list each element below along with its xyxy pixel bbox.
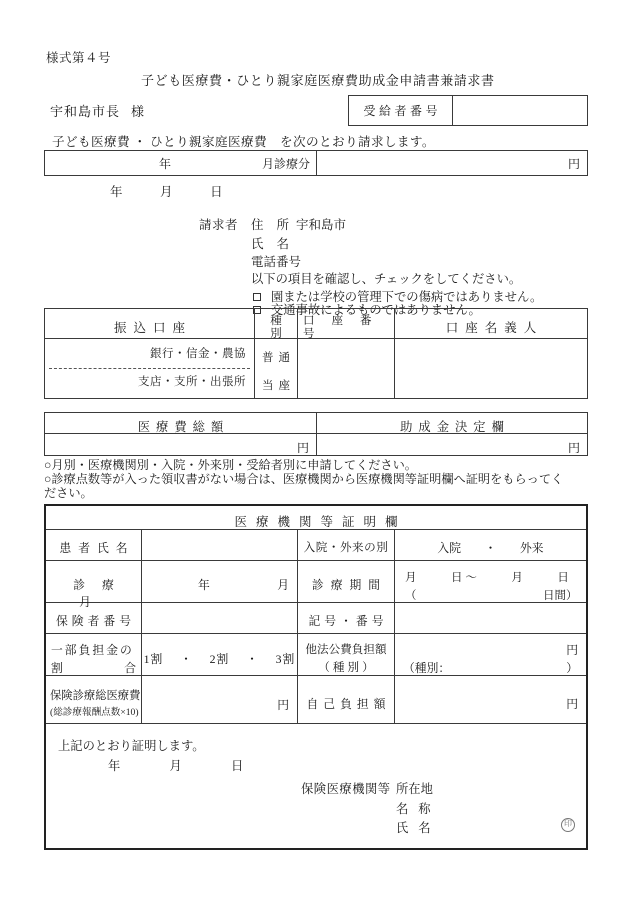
bank-header-type [255, 309, 298, 338]
bank-header-number [298, 309, 395, 338]
treatment-year-label: 年 [159, 157, 172, 171]
recipient-number-label: 受給者番号 [349, 96, 453, 125]
treatment-month-label-cell [46, 561, 142, 609]
certification-title: 医療機関等証明欄 [234, 515, 407, 529]
bank-header-holder-label: 口座名義人 [445, 321, 544, 335]
yen-label: 円 [277, 698, 289, 712]
insurance-total-label-line1: 保険診療総医療費 [50, 690, 141, 702]
treatment-month-month-label: 月 [277, 578, 289, 592]
bank-number-field[interactable] [298, 339, 395, 398]
treatment-month-field[interactable] [142, 561, 298, 602]
bank-type-cell[interactable] [255, 339, 298, 398]
treatment-month-cell[interactable] [45, 151, 317, 175]
subsidy-decision-field[interactable] [317, 434, 587, 456]
patient-name-field[interactable] [142, 530, 298, 560]
bank-account-table [44, 308, 588, 399]
certification-row-patient [46, 530, 586, 561]
burden-ratio-label-line1: 一部負担金の [51, 643, 134, 657]
insurer-number-label: 保険者番号 [56, 614, 135, 628]
yen-label: 円 [566, 697, 578, 711]
symbol-number-label: 記号・番号 [308, 614, 388, 628]
claimant-address-label: 住所 [251, 218, 303, 232]
treatment-month-year-label: 年 [198, 578, 210, 592]
bank-header-type-label-line1: 種 [270, 315, 282, 327]
subsidy-decision-header [317, 413, 587, 433]
yen-label: 円 [567, 157, 580, 171]
bank-header-account [45, 309, 255, 338]
other-public-label-line2: （種別） [318, 661, 377, 674]
application-date [110, 186, 223, 199]
other-public-label-line1: 他法公費負担額 [305, 643, 387, 656]
burden-ratio-values[interactable]: 1割 ・ 2割 ・ 3割 [143, 652, 296, 666]
totals-body-row [45, 434, 587, 456]
seal-icon: 印 [561, 818, 575, 832]
symbol-number-field[interactable] [395, 603, 586, 633]
certification-row-insurer [46, 603, 586, 634]
certification-footer [46, 724, 586, 835]
totals-table [44, 412, 588, 456]
inout-value-cell[interactable] [395, 530, 586, 560]
bank-header-number-label-line1: 口座番 [303, 315, 389, 327]
certification-row-treatment-month [46, 561, 586, 609]
treatment-period-line2: （ 日間） [405, 590, 578, 602]
note-line-1: ○月別・医療機関別・入院・外来別・受給者別に申請してください。 [44, 458, 417, 472]
addressee-name: 宇和島市長 [50, 104, 121, 119]
bank-header-number-label-line2: 号 [303, 328, 315, 340]
bank-header-holder [395, 309, 587, 338]
institution-address-label: 所在地 [396, 782, 433, 796]
application-date-year: 年 [110, 185, 123, 199]
burden-label-right: 合 [124, 661, 136, 675]
insurer-number-field[interactable] [142, 603, 298, 633]
treatment-period-field[interactable] [395, 561, 586, 602]
document-title: 子ども医療費・ひとり親家庭医療費助成金申請書兼請求書 [141, 73, 495, 88]
institution-name-label: 名称 [396, 802, 441, 816]
insurance-total-label-cell [46, 676, 142, 723]
totals-header-row [45, 413, 587, 434]
bank-table-body-row [45, 339, 587, 398]
self-burden-label: 自己負担額 [306, 697, 391, 711]
burden-ratio-label-line2 [51, 659, 136, 676]
subsidy-decision-label: 助成金決定欄 [400, 420, 510, 434]
claimant-address-field[interactable]: 宇和島市 [296, 218, 347, 232]
claimant-phone-label: 電話番号 [251, 255, 302, 269]
medical-total-label: 医療費総額 [137, 420, 230, 434]
yen-label: 円 [296, 441, 309, 455]
medical-total-header [45, 413, 317, 433]
claimant-label: 請求者 [199, 218, 239, 232]
insurer-number-label-cell [46, 603, 142, 633]
yen-label: 円 [566, 643, 578, 657]
patient-name-label: 患者氏名 [59, 541, 135, 555]
bank-type-futsu[interactable]: 普通 [262, 352, 295, 364]
bank-table-header-row [45, 309, 587, 339]
medical-total-field[interactable] [45, 434, 317, 456]
yen-label: 円 [567, 441, 580, 455]
other-public-label-cell [298, 634, 395, 675]
certification-row-insurance-total [46, 676, 586, 724]
form-number: 様式第４号 [46, 51, 112, 65]
recipient-number-box [348, 95, 588, 126]
other-public-field[interactable] [395, 634, 586, 675]
self-burden-field[interactable] [395, 676, 586, 723]
treatment-period-label: 診療期間 [311, 578, 388, 592]
institution-person-label: 氏名 [396, 821, 441, 835]
certification-statement: 上記のとおり証明します。 [58, 739, 205, 753]
request-sentence: 子ども医療費 ・ ひとり親家庭医療費 を次のとおり請求します。 [52, 135, 435, 149]
bank-account-cell[interactable] [45, 339, 255, 398]
certification-row-burden [46, 634, 586, 676]
bank-dashed-divider [49, 368, 250, 369]
inout-label: 入院・外来の別 [303, 541, 389, 554]
bank-header-account-label: 振込口座 [113, 321, 192, 335]
inout-value[interactable]: 入院 ・ 外来 [437, 541, 544, 555]
self-burden-label-cell [298, 676, 395, 723]
treatment-period-label-cell [298, 561, 395, 602]
other-public-kind-label: （種別： [403, 661, 451, 675]
treatment-amount-cell[interactable] [317, 151, 587, 175]
checkbox-label: 園または学校の管理下での傷病ではありません。 [271, 290, 543, 304]
claimant-name-label: 氏名 [251, 237, 303, 251]
insurance-total-field[interactable] [142, 676, 298, 723]
treatment-month-label: 診療月 [73, 578, 131, 609]
bank-header-type-label-line2: 別 [270, 328, 282, 340]
treatment-month-label: 月診療分 [261, 157, 310, 171]
application-date-month: 月 [160, 185, 173, 199]
application-date-day: 日 [210, 185, 223, 199]
treatment-period-line1: 月 日 ～ 月 日 [405, 572, 569, 584]
insurance-total-label-line2: (総診療報酬点数×10) [50, 707, 139, 718]
burden-ratio-label-cell [46, 634, 142, 675]
burden-label-left: 割 [51, 661, 63, 675]
burden-ratio-options[interactable] [142, 634, 298, 675]
certification-date[interactable]: 年 月 日 [108, 759, 244, 773]
bank-kind-line2: 支店・支所・出張所 [138, 376, 246, 388]
symbol-number-label-cell [298, 603, 395, 633]
bank-kind-line1: 銀行・信金・農協 [150, 348, 246, 360]
certification-title-row [46, 506, 586, 530]
check-instruction: 以下の項目を確認し、チェックをしてください。 [251, 272, 522, 286]
checkbox-label: 交通事故によるものではありません。 [271, 303, 481, 317]
treatment-month-table [44, 150, 588, 176]
recipient-number-field[interactable] [453, 96, 587, 125]
note-line-3: ださい。 [44, 486, 93, 500]
addressee-honorific: 様 [131, 104, 145, 119]
bank-holder-field[interactable] [395, 339, 587, 398]
certification-table [44, 504, 588, 850]
patient-name-label-cell [46, 530, 142, 560]
other-public-kind-paren: ） [566, 661, 578, 675]
institution-label: 保険医療機関等 [301, 782, 391, 796]
bank-type-toza[interactable]: 当座 [262, 380, 295, 392]
inout-label-cell [298, 530, 395, 560]
note-line-2: ○診療点数等が入った領収書がない場合は、医療機関から医療機関等証明欄へ証明をもらってく [44, 472, 564, 486]
